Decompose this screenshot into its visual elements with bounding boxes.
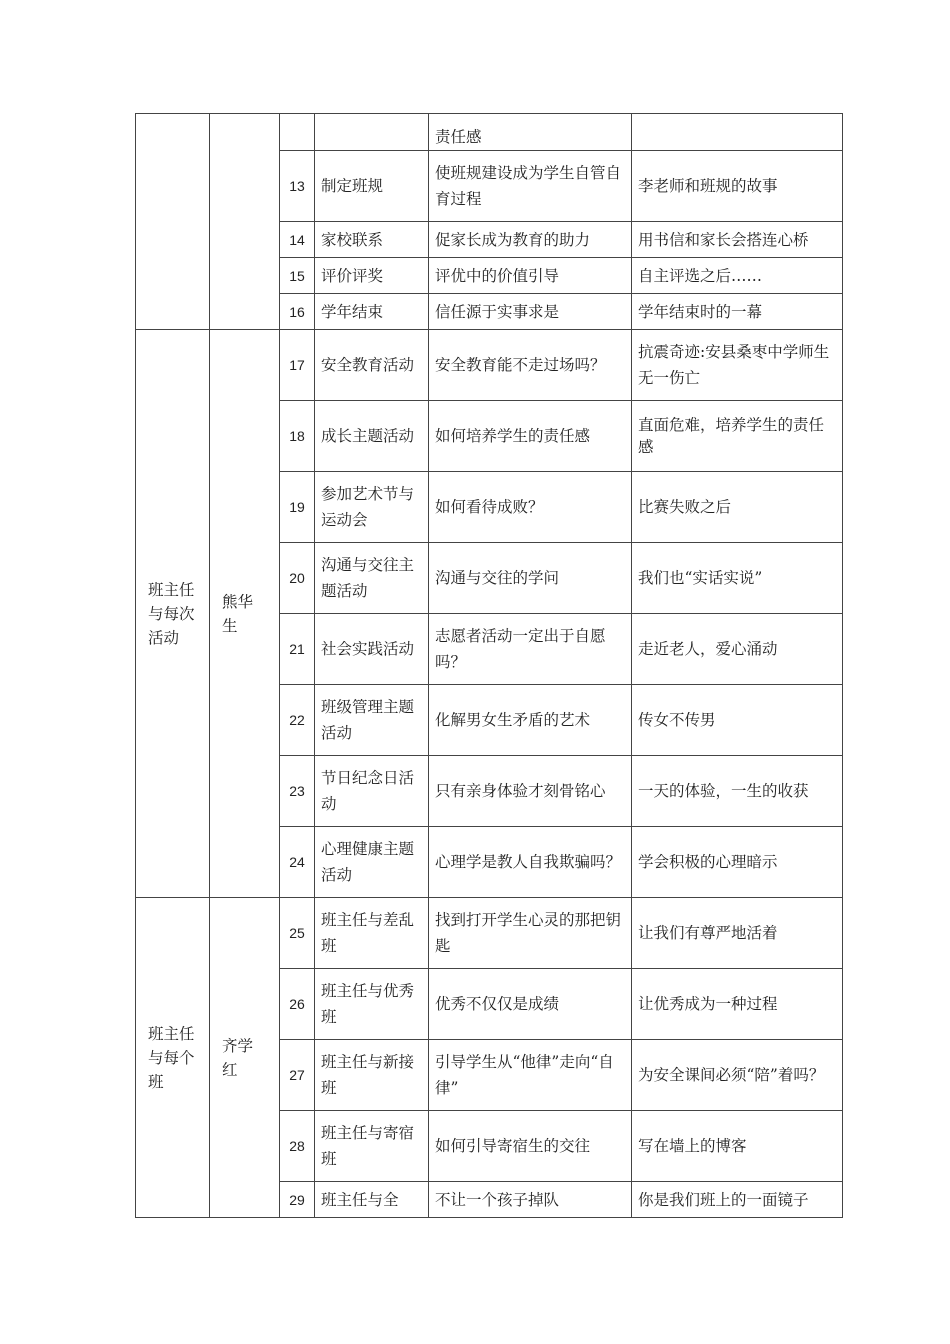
row-issue: 评优中的价值引导 — [429, 258, 632, 294]
table-row — [136, 330, 843, 401]
teacher-name — [210, 114, 280, 330]
row-number: 19 — [280, 472, 315, 543]
row-issue: 如何看待成败？ — [429, 472, 632, 543]
row-issue: 使班规建设成为学生自管自育过程 — [429, 151, 632, 222]
row-case: 你是我们班上的一面镜子 — [632, 1182, 843, 1218]
course-table — [135, 113, 843, 1218]
row-case: 李老师和班规的故事 — [632, 151, 843, 222]
row-issue-text: 责任感 — [435, 128, 482, 146]
table-row — [136, 114, 843, 151]
row-issue: 只有亲身体验才刻骨铭心 — [429, 756, 632, 827]
row-issue: 志愿者活动一定出于自愿吗？ — [429, 614, 632, 685]
row-topic: 心理健康主题活动 — [315, 827, 429, 898]
row-case: 为安全课间必须“陪”着吗？ — [632, 1040, 843, 1111]
row-topic: 评价评奖 — [315, 258, 429, 294]
row-number: 25 — [280, 898, 315, 969]
row-issue: 如何引导寄宿生的交往 — [429, 1111, 632, 1182]
row-topic: 班主任与寄宿班 — [315, 1111, 429, 1182]
row-case: 学年结束时的一幕 — [632, 294, 843, 330]
row-case: 让优秀成为一种过程 — [632, 969, 843, 1040]
row-case: 抗震奇迹:安县桑枣中学师生无一伤亡 — [632, 330, 843, 401]
row-number: 16 — [280, 294, 315, 330]
row-case: 一天的体验，一生的收获 — [632, 756, 843, 827]
row-topic: 社会实践活动 — [315, 614, 429, 685]
row-issue: 沟通与交往的学问 — [429, 543, 632, 614]
row-issue: 不让一个孩子掉队 — [429, 1182, 632, 1218]
row-issue: 心理学是教人自我欺骗吗？ — [429, 827, 632, 898]
row-topic: 家校联系 — [315, 222, 429, 258]
row-topic — [315, 1182, 429, 1218]
row-topic: 节日纪念日活动 — [315, 756, 429, 827]
row-topic: 沟通与交往主题活动 — [315, 543, 429, 614]
row-number: 13 — [280, 151, 315, 222]
row-case — [632, 114, 843, 151]
row-issue: 优秀不仅仅是成绩 — [429, 969, 632, 1040]
row-number: 22 — [280, 685, 315, 756]
row-case: 让我们有尊严地活着 — [632, 898, 843, 969]
teacher-name: 熊华生 — [210, 330, 280, 898]
row-case: 传女不传男 — [632, 685, 843, 756]
row-issue: 找到打开学生心灵的那把钥匙 — [429, 898, 632, 969]
row-issue — [429, 114, 632, 151]
row-case: 我们也“实话实说” — [632, 543, 843, 614]
row-number: 15 — [280, 258, 315, 294]
section-title: 班主任与每次活动 — [136, 330, 210, 898]
row-topic — [315, 114, 429, 151]
row-number: 18 — [280, 401, 315, 472]
row-number: 23 — [280, 756, 315, 827]
row-number: 14 — [280, 222, 315, 258]
row-number — [280, 114, 315, 151]
row-topic: 班级管理主题活动 — [315, 685, 429, 756]
row-number: 28 — [280, 1111, 315, 1182]
row-number: 21 — [280, 614, 315, 685]
row-case: 学会积极的心理暗示 — [632, 827, 843, 898]
section-title — [136, 114, 210, 330]
row-number: 24 — [280, 827, 315, 898]
table-row — [136, 898, 843, 969]
row-number: 26 — [280, 969, 315, 1040]
row-topic: 班主任与新接班 — [315, 1040, 429, 1111]
row-topic: 班主任与优秀班 — [315, 969, 429, 1040]
row-issue: 安全教育能不走过场吗？ — [429, 330, 632, 401]
teacher-name: 齐学红 — [210, 898, 280, 1218]
row-case: 用书信和家长会搭连心桥 — [632, 222, 843, 258]
section-title: 班主任与每个班 — [136, 898, 210, 1218]
row-topic: 学年结束 — [315, 294, 429, 330]
row-case: 直面危难，培养学生的责任感 — [632, 401, 843, 472]
row-number: 29 — [280, 1182, 315, 1218]
row-issue: 促家长成为教育的助力 — [429, 222, 632, 258]
row-issue: 引导学生从“他律”走向“自律” — [429, 1040, 632, 1111]
row-topic: 班主任与差乱班 — [315, 898, 429, 969]
row-topic: 制定班规 — [315, 151, 429, 222]
row-issue: 如何培养学生的责任感 — [429, 401, 632, 472]
row-number: 20 — [280, 543, 315, 614]
row-topic: 安全教育活动 — [315, 330, 429, 401]
row-topic: 成长主题活动 — [315, 401, 429, 472]
row-issue: 信任源于实事求是 — [429, 294, 632, 330]
row-case: 走近老人，爱心涌动 — [632, 614, 843, 685]
row-topic-text: 班主任与全 — [321, 1190, 399, 1209]
row-number: 17 — [280, 330, 315, 401]
row-number: 27 — [280, 1040, 315, 1111]
row-issue: 化解男女生矛盾的艺术 — [429, 685, 632, 756]
row-case: 写在墙上的博客 — [632, 1111, 843, 1182]
row-topic: 参加艺术节与运动会 — [315, 472, 429, 543]
row-case: 自主评选之后…… — [632, 258, 843, 294]
row-case: 比赛失败之后 — [632, 472, 843, 543]
